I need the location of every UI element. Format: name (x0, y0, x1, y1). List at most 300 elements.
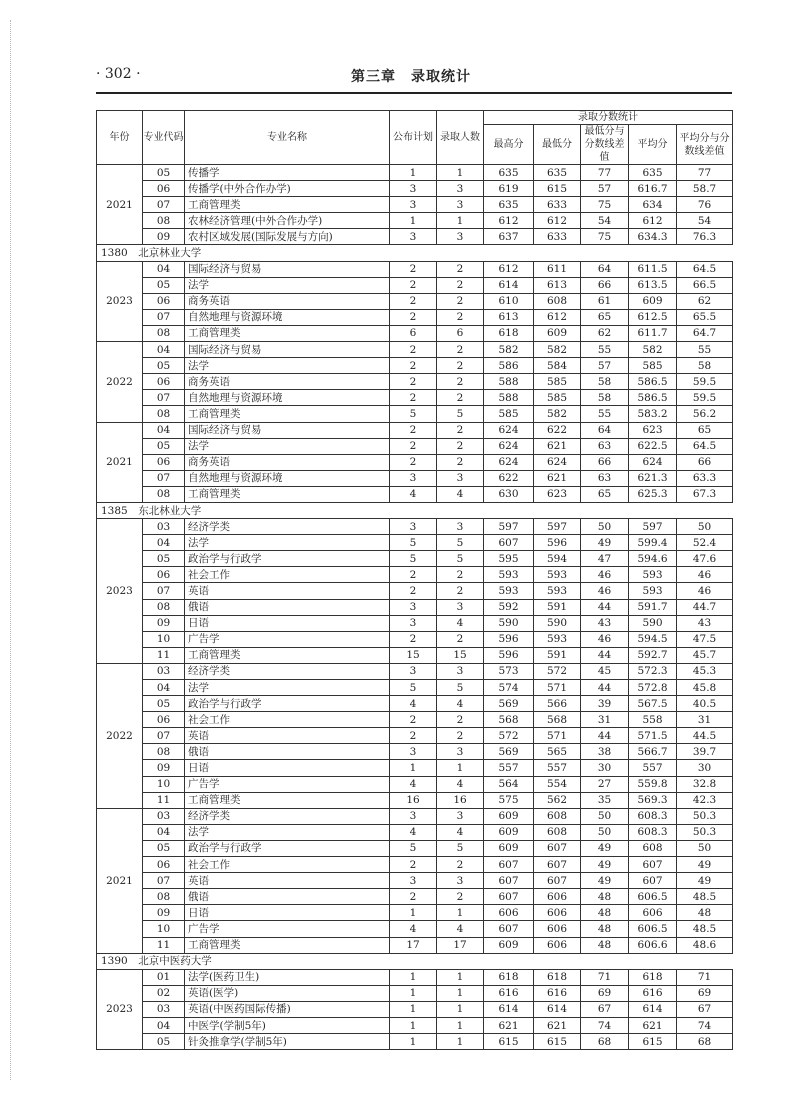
plan-cell: 3 (390, 615, 437, 631)
avg-diff-cell: 59.5 (677, 390, 733, 406)
min-diff-cell: 48 (581, 889, 629, 905)
avg-diff-cell: 64.5 (677, 261, 733, 277)
name-cell: 工商管理类 (185, 406, 390, 422)
admitted-cell: 3 (437, 197, 484, 213)
avg-diff-cell: 67.3 (677, 486, 733, 502)
admission-score-table (96, 110, 733, 1050)
avg-diff-cell: 62 (677, 293, 733, 309)
name-cell: 政治学与行政学 (185, 551, 390, 567)
plan-cell: 4 (390, 486, 437, 502)
max-cell: 612 (484, 261, 534, 277)
avg-diff-cell: 30 (677, 760, 733, 776)
avg-diff-cell: 39.7 (677, 744, 733, 760)
header-min: 最低分 (534, 125, 581, 165)
avg-cell: 621.3 (629, 470, 677, 486)
max-cell: 585 (484, 406, 534, 422)
avg-diff-cell: 48.5 (677, 921, 733, 937)
min-diff-cell: 66 (581, 454, 629, 470)
plan-cell: 5 (390, 840, 437, 856)
max-cell: 607 (484, 921, 534, 937)
min-diff-cell: 48 (581, 905, 629, 921)
avg-diff-cell: 48.6 (677, 937, 733, 953)
max-cell: 607 (484, 857, 534, 873)
name-cell: 法学(医药卫生) (185, 969, 390, 985)
max-cell: 624 (484, 454, 534, 470)
university-row (97, 502, 733, 518)
avg-cell: 599.4 (629, 535, 677, 551)
min-cell: 608 (534, 824, 581, 840)
min-diff-cell: 55 (581, 342, 629, 358)
min-cell: 622 (534, 422, 581, 438)
admitted-cell: 1 (437, 969, 484, 985)
code-cell: 08 (143, 213, 185, 229)
min-diff-cell: 48 (581, 937, 629, 953)
admitted-cell: 15 (437, 647, 484, 663)
code-cell: 06 (143, 454, 185, 470)
max-cell: 564 (484, 776, 534, 792)
min-cell: 584 (534, 358, 581, 374)
avg-diff-cell: 50.3 (677, 808, 733, 824)
plan-cell: 2 (390, 454, 437, 470)
code-cell: 10 (143, 921, 185, 937)
avg-cell: 625.3 (629, 486, 677, 502)
table-row (97, 921, 733, 937)
table-row (97, 583, 733, 599)
admitted-cell: 2 (437, 567, 484, 583)
name-cell: 国际经济与贸易 (185, 261, 390, 277)
name-cell: 自然地理与资源环境 (185, 470, 390, 486)
admitted-cell: 2 (437, 293, 484, 309)
avg-cell: 572.3 (629, 663, 677, 679)
admitted-cell: 3 (437, 663, 484, 679)
max-cell: 557 (484, 760, 534, 776)
avg-cell: 623 (629, 422, 677, 438)
code-cell: 10 (143, 631, 185, 647)
admitted-cell: 6 (437, 325, 484, 341)
avg-cell: 608.3 (629, 808, 677, 824)
min-cell: 609 (534, 325, 581, 341)
table-row (97, 792, 733, 808)
admitted-cell: 2 (437, 277, 484, 293)
avg-diff-cell: 59.5 (677, 374, 733, 390)
min-diff-cell: 64 (581, 422, 629, 438)
plan-cell: 2 (390, 374, 437, 390)
table-row (97, 1001, 733, 1017)
admitted-cell: 5 (437, 680, 484, 696)
avg-cell: 611.7 (629, 325, 677, 341)
avg-diff-cell: 40.5 (677, 696, 733, 712)
min-cell: 616 (534, 985, 581, 1001)
min-diff-cell: 67 (581, 1001, 629, 1017)
admitted-cell: 2 (437, 374, 484, 390)
plan-cell: 5 (390, 406, 437, 422)
min-cell: 582 (534, 342, 581, 358)
avg-cell: 613.5 (629, 277, 677, 293)
table-row (97, 486, 733, 502)
min-diff-cell: 63 (581, 470, 629, 486)
name-cell: 广告学 (185, 631, 390, 647)
avg-cell: 614 (629, 1001, 677, 1017)
code-cell: 07 (143, 873, 185, 889)
max-cell: 614 (484, 277, 534, 293)
min-cell: 613 (534, 277, 581, 293)
table-row (97, 663, 733, 679)
plan-cell: 1 (390, 1017, 437, 1033)
max-cell: 593 (484, 583, 534, 599)
name-cell: 农村区域发展(国际发展与方向) (185, 229, 390, 245)
min-diff-cell: 46 (581, 631, 629, 647)
name-cell: 俄语 (185, 744, 390, 760)
avg-cell: 616 (629, 985, 677, 1001)
table-row (97, 293, 733, 309)
admitted-cell: 17 (437, 937, 484, 953)
plan-cell: 3 (390, 229, 437, 245)
admitted-cell: 1 (437, 1034, 484, 1050)
plan-cell: 2 (390, 583, 437, 599)
max-cell: 575 (484, 792, 534, 808)
max-cell: 624 (484, 422, 534, 438)
plan-cell: 3 (390, 197, 437, 213)
name-cell: 自然地理与资源环境 (185, 309, 390, 325)
name-cell: 法学 (185, 438, 390, 454)
plan-cell: 5 (390, 680, 437, 696)
code-cell: 05 (143, 840, 185, 856)
code-cell: 05 (143, 277, 185, 293)
admitted-cell: 2 (437, 454, 484, 470)
admitted-cell: 2 (437, 422, 484, 438)
code-cell: 09 (143, 229, 185, 245)
header-admitted: 录取人数 (437, 111, 484, 165)
avg-cell: 609 (629, 293, 677, 309)
plan-cell: 2 (390, 277, 437, 293)
max-cell: 619 (484, 181, 534, 197)
avg-diff-cell: 76 (677, 197, 733, 213)
year-cell: 2021 (97, 422, 143, 502)
max-cell: 635 (484, 165, 534, 181)
avg-diff-cell: 76.3 (677, 229, 733, 245)
name-cell: 商务英语 (185, 454, 390, 470)
code-cell: 06 (143, 857, 185, 873)
min-diff-cell: 65 (581, 309, 629, 325)
min-cell: 596 (534, 535, 581, 551)
admitted-cell: 3 (437, 470, 484, 486)
max-cell: 572 (484, 728, 534, 744)
min-diff-cell: 49 (581, 857, 629, 873)
university-name: 1390 北京中医药大学 (97, 953, 733, 969)
plan-cell: 3 (390, 808, 437, 824)
avg-diff-cell: 50.3 (677, 824, 733, 840)
admitted-cell: 1 (437, 1017, 484, 1033)
avg-diff-cell: 46 (677, 583, 733, 599)
code-cell: 05 (143, 165, 185, 181)
max-cell: 621 (484, 1017, 534, 1033)
plan-cell: 4 (390, 921, 437, 937)
max-cell: 637 (484, 229, 534, 245)
header-avg-diff: 平均分与分数线差值 (677, 125, 733, 165)
year-cell: 2023 (97, 519, 143, 664)
plan-cell: 5 (390, 535, 437, 551)
min-diff-cell: 58 (581, 390, 629, 406)
admitted-cell: 2 (437, 728, 484, 744)
table-row (97, 567, 733, 583)
name-cell: 社会工作 (185, 712, 390, 728)
avg-diff-cell: 47.5 (677, 631, 733, 647)
max-cell: 609 (484, 937, 534, 953)
table-row (97, 1034, 733, 1050)
avg-diff-cell: 68 (677, 1034, 733, 1050)
year-cell: 2021 (97, 165, 143, 245)
avg-cell: 607 (629, 873, 677, 889)
table-row (97, 696, 733, 712)
avg-diff-cell: 66.5 (677, 277, 733, 293)
name-cell: 工商管理类 (185, 937, 390, 953)
min-diff-cell: 66 (581, 277, 629, 293)
name-cell: 法学 (185, 358, 390, 374)
max-cell: 607 (484, 535, 534, 551)
min-diff-cell: 64 (581, 261, 629, 277)
max-cell: 618 (484, 325, 534, 341)
plan-cell: 2 (390, 422, 437, 438)
max-cell: 610 (484, 293, 534, 309)
chapter-title: 第三章 录取统计 (351, 69, 471, 85)
table-row (97, 406, 733, 422)
table-row (97, 277, 733, 293)
plan-cell: 4 (390, 696, 437, 712)
avg-cell: 608.3 (629, 824, 677, 840)
avg-diff-cell: 50 (677, 840, 733, 856)
name-cell: 广告学 (185, 776, 390, 792)
table-row (97, 535, 733, 551)
admitted-cell: 1 (437, 760, 484, 776)
header-year: 年份 (97, 111, 143, 165)
name-cell: 法学 (185, 277, 390, 293)
max-cell: 609 (484, 808, 534, 824)
table-row (97, 760, 733, 776)
max-cell: 573 (484, 663, 534, 679)
avg-diff-cell: 52.4 (677, 535, 733, 551)
name-cell: 法学 (185, 680, 390, 696)
avg-diff-cell: 31 (677, 712, 733, 728)
admitted-cell: 4 (437, 776, 484, 792)
avg-diff-cell: 63.3 (677, 470, 733, 486)
min-diff-cell: 49 (581, 840, 629, 856)
code-cell: 03 (143, 1001, 185, 1017)
table-row (97, 470, 733, 486)
min-cell: 585 (534, 390, 581, 406)
table-row (97, 905, 733, 921)
page-number: · 302 · (96, 66, 141, 82)
max-cell: 609 (484, 840, 534, 856)
max-cell: 635 (484, 197, 534, 213)
admitted-cell: 3 (437, 229, 484, 245)
table-row (97, 776, 733, 792)
min-cell: 615 (534, 181, 581, 197)
admitted-cell: 3 (437, 873, 484, 889)
name-cell: 中医学(学制5年) (185, 1017, 390, 1033)
avg-cell: 606 (629, 905, 677, 921)
avg-diff-cell: 43 (677, 615, 733, 631)
plan-cell: 6 (390, 325, 437, 341)
code-cell: 04 (143, 1017, 185, 1033)
max-cell: 574 (484, 680, 534, 696)
code-cell: 05 (143, 358, 185, 374)
plan-cell: 2 (390, 358, 437, 374)
max-cell: 609 (484, 824, 534, 840)
min-diff-cell: 46 (581, 567, 629, 583)
avg-cell: 585 (629, 358, 677, 374)
admitted-cell: 3 (437, 744, 484, 760)
code-cell: 07 (143, 728, 185, 744)
name-cell: 传播学 (185, 165, 390, 181)
avg-cell: 615 (629, 1034, 677, 1050)
name-cell: 国际经济与贸易 (185, 342, 390, 358)
avg-diff-cell: 58.7 (677, 181, 733, 197)
header-max: 最高分 (484, 125, 534, 165)
plan-cell: 1 (390, 969, 437, 985)
avg-cell: 634.3 (629, 229, 677, 245)
name-cell: 俄语 (185, 889, 390, 905)
avg-cell: 582 (629, 342, 677, 358)
plan-cell: 1 (390, 1001, 437, 1017)
min-diff-cell: 46 (581, 583, 629, 599)
name-cell: 广告学 (185, 921, 390, 937)
header-rule (96, 92, 732, 94)
code-cell: 08 (143, 599, 185, 615)
university-row (97, 245, 733, 261)
min-cell: 597 (534, 519, 581, 535)
name-cell: 工商管理类 (185, 197, 390, 213)
admitted-cell: 2 (437, 857, 484, 873)
avg-diff-cell: 32.8 (677, 776, 733, 792)
name-cell: 传播学(中外合作办学) (185, 181, 390, 197)
avg-cell: 590 (629, 615, 677, 631)
admitted-cell: 1 (437, 905, 484, 921)
avg-cell: 606.5 (629, 921, 677, 937)
min-diff-cell: 58 (581, 374, 629, 390)
min-cell: 594 (534, 551, 581, 567)
admitted-cell: 4 (437, 615, 484, 631)
avg-cell: 607 (629, 857, 677, 873)
min-diff-cell: 57 (581, 181, 629, 197)
code-cell: 09 (143, 905, 185, 921)
min-diff-cell: 35 (581, 792, 629, 808)
plan-cell: 3 (390, 470, 437, 486)
admitted-cell: 1 (437, 165, 484, 181)
avg-cell: 616.7 (629, 181, 677, 197)
avg-cell: 572.8 (629, 680, 677, 696)
min-cell: 635 (534, 165, 581, 181)
max-cell: 597 (484, 519, 534, 535)
year-cell: 2023 (97, 261, 143, 341)
code-cell: 05 (143, 551, 185, 567)
avg-diff-cell: 71 (677, 969, 733, 985)
admitted-cell: 2 (437, 358, 484, 374)
code-cell: 04 (143, 342, 185, 358)
min-cell: 572 (534, 663, 581, 679)
min-cell: 568 (534, 712, 581, 728)
code-cell: 06 (143, 181, 185, 197)
table-row (97, 165, 733, 181)
code-cell: 03 (143, 519, 185, 535)
code-cell: 09 (143, 615, 185, 631)
avg-diff-cell: 50 (677, 519, 733, 535)
code-cell: 08 (143, 325, 185, 341)
plan-cell: 2 (390, 712, 437, 728)
name-cell: 英语 (185, 728, 390, 744)
min-diff-cell: 44 (581, 680, 629, 696)
table-row (97, 808, 733, 824)
code-cell: 02 (143, 985, 185, 1001)
table-row (97, 181, 733, 197)
table-row (97, 213, 733, 229)
max-cell: 607 (484, 889, 534, 905)
code-cell: 07 (143, 470, 185, 486)
max-cell: 582 (484, 342, 534, 358)
min-diff-cell: 50 (581, 808, 629, 824)
max-cell: 569 (484, 696, 534, 712)
name-cell: 国际经济与贸易 (185, 422, 390, 438)
min-cell: 593 (534, 583, 581, 599)
plan-cell: 2 (390, 728, 437, 744)
avg-diff-cell: 48.5 (677, 889, 733, 905)
avg-cell: 606.5 (629, 889, 677, 905)
table-row (97, 551, 733, 567)
avg-cell: 557 (629, 760, 677, 776)
header-avg: 平均分 (629, 125, 677, 165)
code-cell: 04 (143, 261, 185, 277)
min-cell: 571 (534, 680, 581, 696)
name-cell: 经济学类 (185, 808, 390, 824)
plan-cell: 2 (390, 390, 437, 406)
min-diff-cell: 68 (581, 1034, 629, 1050)
avg-cell: 558 (629, 712, 677, 728)
plan-cell: 4 (390, 824, 437, 840)
max-cell: 596 (484, 647, 534, 663)
name-cell: 经济学类 (185, 663, 390, 679)
min-cell: 606 (534, 937, 581, 953)
min-cell: 557 (534, 760, 581, 776)
min-diff-cell: 45 (581, 663, 629, 679)
avg-cell: 612 (629, 213, 677, 229)
name-cell: 英语 (185, 873, 390, 889)
table-row (97, 519, 733, 535)
min-cell: 621 (534, 438, 581, 454)
min-diff-cell: 48 (581, 921, 629, 937)
plan-cell: 2 (390, 293, 437, 309)
admitted-cell: 2 (437, 889, 484, 905)
min-cell: 562 (534, 792, 581, 808)
min-cell: 615 (534, 1034, 581, 1050)
header-score-stats: 录取分数统计 (484, 111, 733, 125)
name-cell: 自然地理与资源环境 (185, 390, 390, 406)
name-cell: 工商管理类 (185, 647, 390, 663)
min-diff-cell: 54 (581, 213, 629, 229)
name-cell: 法学 (185, 824, 390, 840)
plan-cell: 2 (390, 342, 437, 358)
min-cell: 614 (534, 1001, 581, 1017)
admitted-cell: 2 (437, 342, 484, 358)
code-cell: 08 (143, 744, 185, 760)
admitted-cell: 3 (437, 808, 484, 824)
max-cell: 622 (484, 470, 534, 486)
avg-diff-cell: 65.5 (677, 309, 733, 325)
min-diff-cell: 55 (581, 406, 629, 422)
max-cell: 568 (484, 712, 534, 728)
table-row (97, 647, 733, 663)
min-cell: 624 (534, 454, 581, 470)
admitted-cell: 3 (437, 599, 484, 615)
plan-cell: 3 (390, 744, 437, 760)
